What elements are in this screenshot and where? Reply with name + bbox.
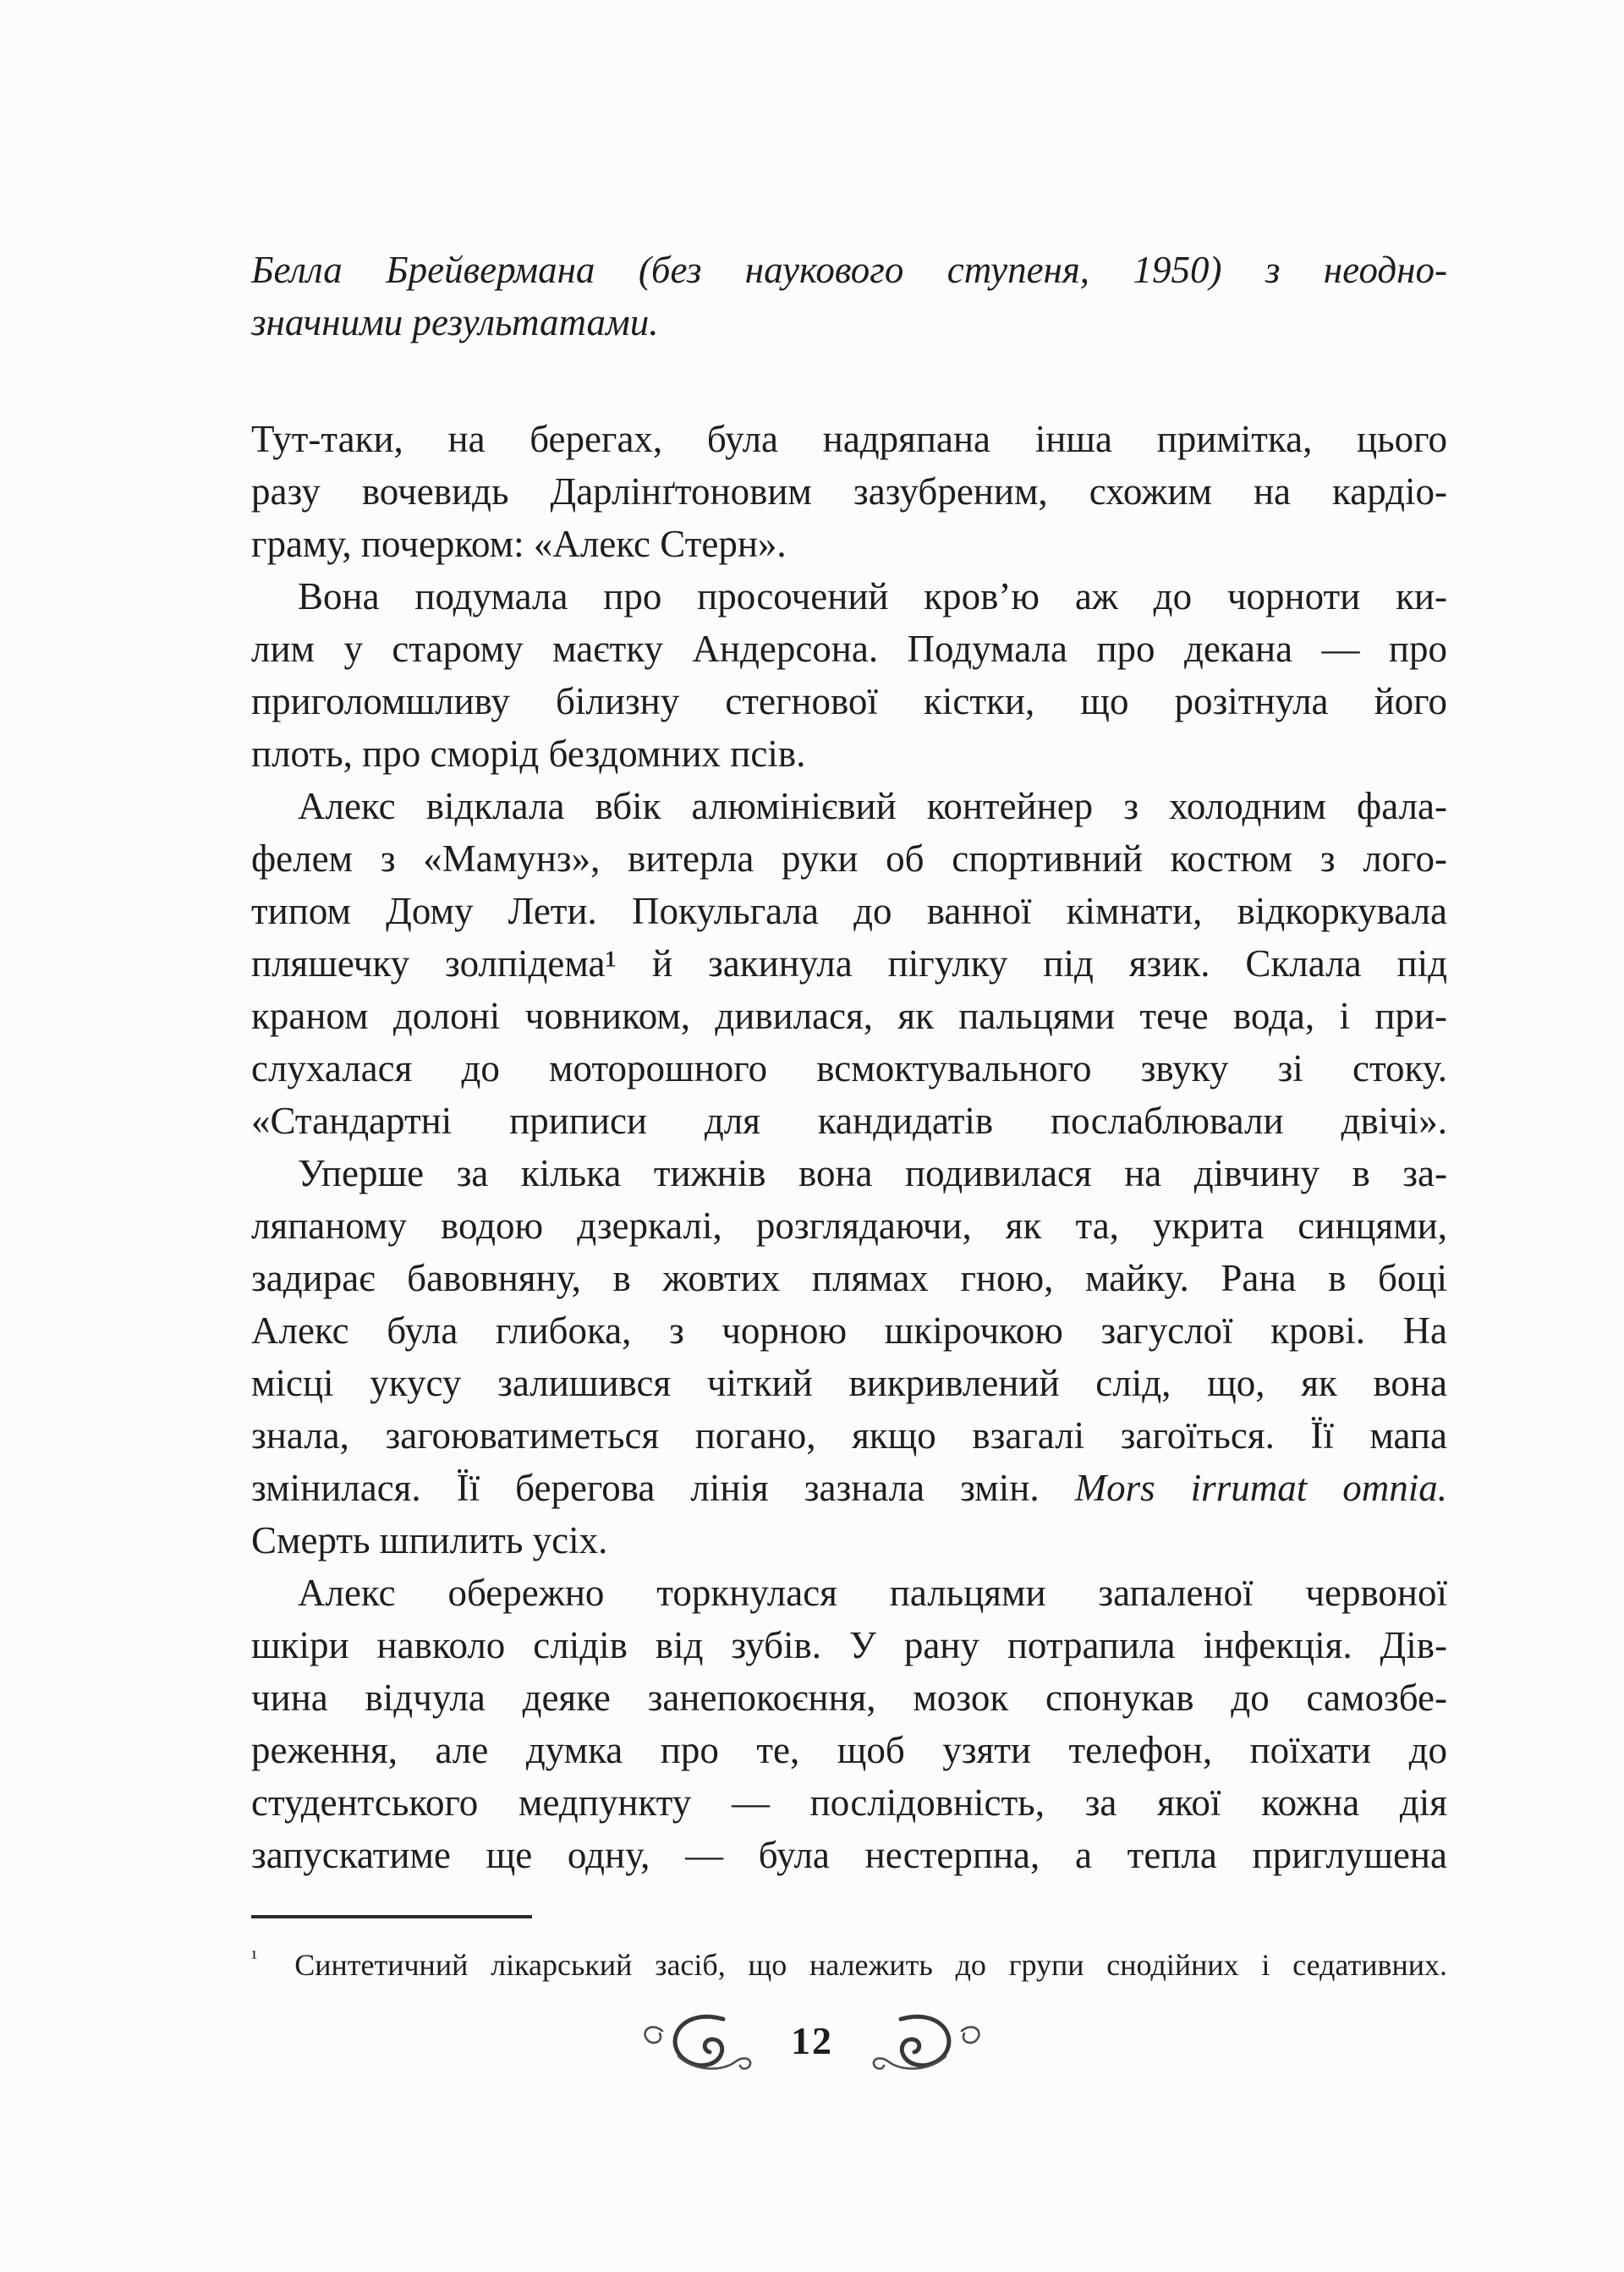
flourish-left-icon (639, 2008, 765, 2076)
text-line: Тут-таки, на берегах, була надряпана інша примітка, цього (251, 418, 1447, 460)
text-line: Вона подумала про просочений кров’ю аж до чорноти ки- (298, 575, 1447, 617)
page-footer (0, 2008, 1624, 2076)
text-line: граму, почерком: «Алекс Стерн». (251, 523, 787, 565)
text-line: разу вочевидь Дарлінґтоновим зазубреним, схожим на кардіо- (251, 470, 1447, 513)
text-line: чина відчула деяке занепокоєння, мозок спонукав до самозбе- (251, 1677, 1447, 1719)
text-line: лим у старому маєтку Андерсона. Подумала про декана — про (251, 628, 1447, 670)
page-number: 12 (791, 2018, 833, 2062)
page-text (251, 244, 1447, 1881)
text-line: плоть, про сморід бездомних псів. (251, 733, 806, 775)
text-line: типом Дому Лети. Покульгала до ванної кімнати, відкоркувала (251, 890, 1447, 932)
text-line: ляпаному водою дзеркалі, розглядаючи, як та, укрита синцями, (251, 1205, 1447, 1247)
footnote (251, 1939, 1447, 1984)
text-line: задирає бавовняну, в жовтих плямах гною, майку. Рана в боці (251, 1257, 1447, 1299)
text-line: Алекс була глибока, з чорною шкірочкою загуслої крові. На (251, 1309, 1447, 1352)
footnote-separator (251, 1915, 532, 1918)
text-line: Уперше за кілька тижнів вона подивилася на дівчину в за- (298, 1152, 1447, 1194)
text-line: Белла Брейвермана (без наукового ступеня, 1950) з неодно- (251, 249, 1447, 291)
footnote-text: Синтетичний лікарський засіб, що належить до групи снодійних і седативних. (294, 1948, 1447, 1982)
text-line: знала, загоюватиметься погано, якщо взагалі загоїться. Її мапа (251, 1414, 1447, 1457)
text-line: слухалася до моторошного всмоктувального звуку зі стоку. (251, 1047, 1447, 1089)
text-line: Алекс відклала вбік алюмінієвий контейнер з холодним фала- (298, 785, 1447, 827)
text-line: реження, але думка про те, щоб узяти телефон, поїхати до (251, 1729, 1447, 1771)
text-line: Алекс обережно торкнулася пальцями запаленої червоної (298, 1572, 1447, 1614)
text-line: фелем з «Мамунз», витерла руки об спортивний костюм з лого- (251, 837, 1447, 880)
text-line: змінилася. Її берегова лінія зазнала змін. Mors irrumat omnia. (251, 1467, 1447, 1509)
text-line: «Стандартні приписи для кандидатів послаблювали двічі». (251, 1100, 1447, 1142)
text-line: студентського медпункту — послідовність, за якої кожна дія (251, 1781, 1447, 1824)
text-line: місці укусу залишився чіткий викривлений слід, що, як вона (251, 1362, 1447, 1404)
footnote-marker: ¹ (251, 1947, 258, 1969)
text-line: краном долоні човником, дивилася, як пальцями тече вода, і при- (251, 995, 1447, 1037)
text-line: пляшечку золпідема¹ й закинула пігулку під язик. Склала під (251, 942, 1447, 985)
text-line: шкіри навколо слідів від зубів. У рану потрапила інфекція. Дів- (251, 1624, 1447, 1666)
flourish-right-icon (859, 2008, 985, 2076)
text-line: приголомшливу білизну стегнової кістки, що розітнула його (251, 680, 1447, 722)
text-line: значними результатами. (251, 301, 659, 343)
text-line: Смерть шпилить усіх. (251, 1519, 608, 1561)
text-line: запускатиме ще одну, — була нестерпна, а тепла приглушена (251, 1834, 1447, 1876)
